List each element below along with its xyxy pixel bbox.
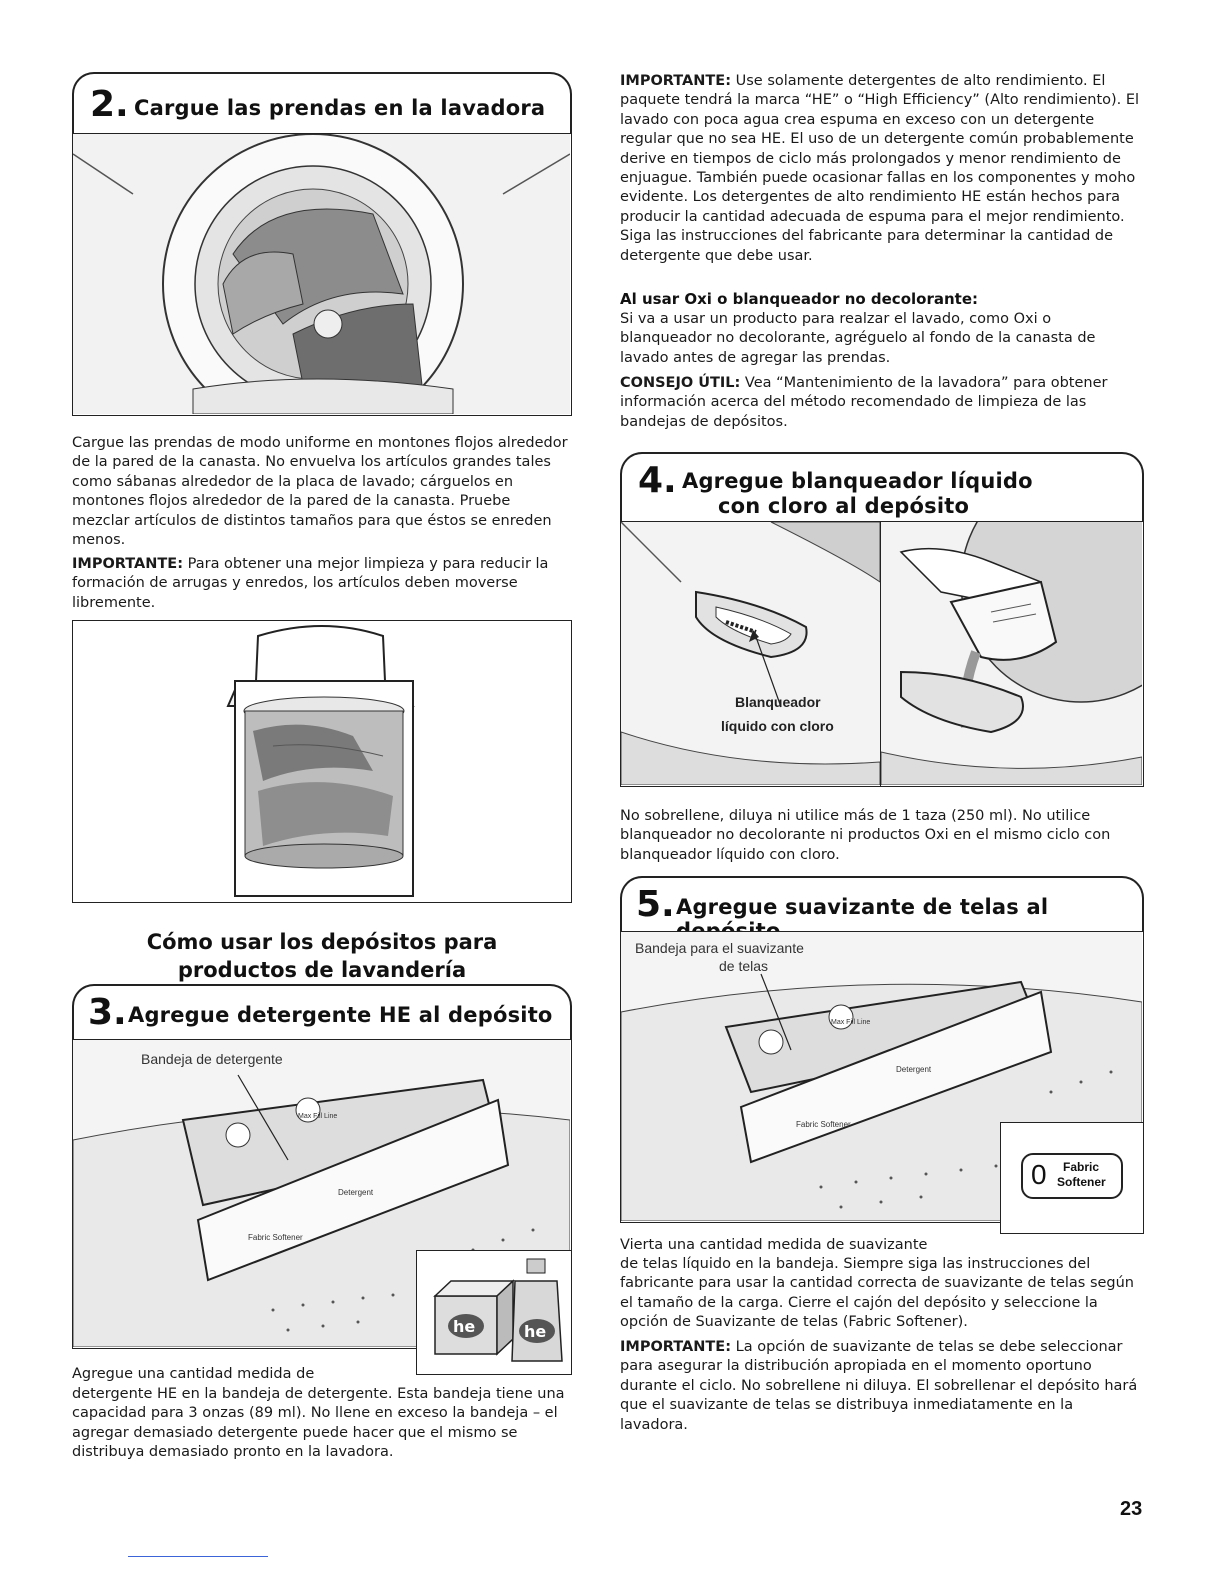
- tip-label: CONSEJO ÚTIL:: [620, 375, 741, 391]
- he-logo-box: he: [453, 1317, 476, 1336]
- section-2-illustration: [72, 133, 572, 416]
- tip-paragraph: [620, 374, 1144, 432]
- maxfill-text: Max Fill Line: [298, 1113, 338, 1120]
- important-text: Para obtener una mejor limpieza y para reducir la formación de arrugas y enredos, los artículos deben moverse libremente.: [72, 556, 549, 611]
- fabric-softener-label-line2: Softener: [1057, 1175, 1106, 1189]
- section-4-paragraph: No sobrellene, diluya ni utilice más de 1 taza (250 ml). No utilice blanqueador no decolorante ni productos Oxi en el mismo ciclo con blanqueador líquido con cloro.: [620, 808, 1111, 863]
- he-important-paragraph: [620, 72, 1144, 266]
- section-5-paragraph-line1: Vierta una cantidad medida de suavizante: [620, 1237, 928, 1253]
- section-5-paragraph: de telas líquido en la bandeja. Siempre siga las instrucciones del fabricante para usar la cantidad correcta de suavizante de telas según el tamaño de la carga. Cierre el cajón del depósito y seleccione la opción de Suavizante de telas (Fabric Softener).: [620, 1256, 1134, 1331]
- washer-load-illustration: [72, 620, 572, 903]
- section-2-header: [72, 72, 572, 134]
- bleach-dispenser-illustration: [621, 522, 880, 785]
- washer-tub-illustration: [73, 134, 570, 414]
- dispensers-heading-line1: Cómo usar los depósitos para: [146, 930, 498, 954]
- section-2-title: Cargue las prendas en la lavadora: [134, 96, 546, 120]
- washer-cabinet-illustration: [73, 621, 570, 901]
- softener-tray-text: Fabric Softener: [248, 1233, 303, 1242]
- section-3-header: [72, 984, 572, 1040]
- oxi-paragraph: Si va a usar un producto para realzar el lavado, como Oxi o blanqueador no decolorante, agréguelo al fondo de la canasta de lavado antes de agregar las prendas.: [620, 311, 1096, 366]
- section-3-paragraph-line1: Agregue una cantidad medida de: [72, 1366, 315, 1382]
- section-4-title-line2: con cloro al depósito: [718, 494, 970, 518]
- softener-tray-label-line1: Bandeja para el suavizante: [635, 940, 804, 956]
- tip-text: Vea “Mantenimiento de la lavadora” para obtener información acerca del método recomendado de limpieza de las bandejas de depósitos.: [620, 375, 1108, 430]
- section-3-paragraph: detergente HE en la bandeja de detergente. Esta bandeja tiene una capacidad para 3 onzas (89 ml). No llene en exceso la bandeja – el agregar demasiado detergente puede hacer que el mismo se distribuya demasiado pronto en la lavadora.: [72, 1386, 565, 1461]
- softener-tray-text: Fabric Softener: [796, 1120, 851, 1129]
- important-label: IMPORTANTE:: [620, 1339, 732, 1355]
- page-number: 23: [1120, 1498, 1143, 1520]
- section-4-number: 4.: [638, 460, 677, 501]
- section-2-paragraph: Cargue las prendas de modo uniforme en montones flojos alrededor de la pared de la canasta. No envuelva los artículos grandes tales como sábanas alrededor de la placa de lavado; cárguelos en montones flojos alrededor de la pared de la canasta. Pruebe mezclar artículos de distintos tamaños para que éstos se enreden menos.: [72, 435, 568, 549]
- bleach-label-line2: líquido con cloro: [721, 718, 834, 734]
- footnote-rule: [128, 1556, 268, 1557]
- section-3-number: 3.: [88, 992, 127, 1033]
- fabric-softener-inset: [1000, 1122, 1144, 1234]
- section-5-title: Agregue suavizante de telas al: [676, 895, 1049, 919]
- section-5-important: [620, 1338, 1144, 1435]
- he-detergent-icon: [417, 1251, 570, 1373]
- section-3-title: Agregue detergente HE al depósito: [128, 1003, 553, 1027]
- section-4-header: [620, 452, 1144, 522]
- maxfill-text: Max Fill Line: [831, 1019, 871, 1026]
- section-5-header: [620, 876, 1144, 932]
- he-detergent-inset: [416, 1250, 572, 1375]
- important-label: IMPORTANTE:: [620, 73, 732, 89]
- dispensers-heading: [72, 928, 572, 984]
- detergent-tray-text: Detergent: [896, 1065, 932, 1074]
- pouring-bleach-illustration: [881, 522, 1142, 785]
- fabric-softener-indicator: 0: [1031, 1159, 1047, 1190]
- important-text: La opción de suavizante de telas se debe seleccionar para asegurar la distribución apropiada en el momento oportuno durante el ciclo. No sobrellene ni diluya. El sobrellenar el depósito hará que el suavizante de telas se distribuya inmediatamente en la lavadora.: [620, 1339, 1138, 1433]
- section-4-illustration-left: [620, 521, 882, 787]
- dispensers-heading-line2: productos de lavandería: [177, 958, 467, 982]
- section-2-important: [72, 555, 572, 613]
- section-5-number: 5.: [636, 884, 675, 925]
- section-4-illustration-right: [880, 521, 1144, 787]
- softener-tray-label-line2: de telas: [719, 958, 769, 974]
- important-text: Use solamente detergentes de alto rendimiento. El paquete tendrá la marca “HE” o “High Efficiency” (Alto rendimiento). El lavado con poca agua crea espuma en exceso con un detergente regular que no sea HE. El uso de un detergente común probablemente derive en tiempos de ciclo más prolongados y menor rendimiento de enjuague. También puede ocasionar fallas en los componentes y moho evidente. Los detergentes de alto rendimiento HE están hechos para producir la cantidad adecuada de espuma para el mejor rendimiento. Siga las instrucciones del fabricante para determinar la cantidad de detergente que debe usar.: [620, 73, 1140, 264]
- fabric-softener-label-line1: Fabric: [1063, 1160, 1100, 1174]
- bleach-label-line1: Blanqueador: [735, 694, 821, 710]
- fabric-softener-button: [1021, 1153, 1123, 1199]
- he-logo-bottle: he: [524, 1322, 547, 1341]
- section-4-title-line1: Agregue blanqueador líquido: [682, 469, 1033, 493]
- important-label: IMPORTANTE:: [72, 556, 184, 572]
- section-2-number: 2.: [90, 84, 129, 125]
- detergent-tray-text: Detergent: [338, 1188, 374, 1197]
- oxi-heading: Al usar Oxi o blanqueador no decolorante:: [620, 290, 978, 308]
- detergent-tray-label: Bandeja de detergente: [141, 1051, 283, 1067]
